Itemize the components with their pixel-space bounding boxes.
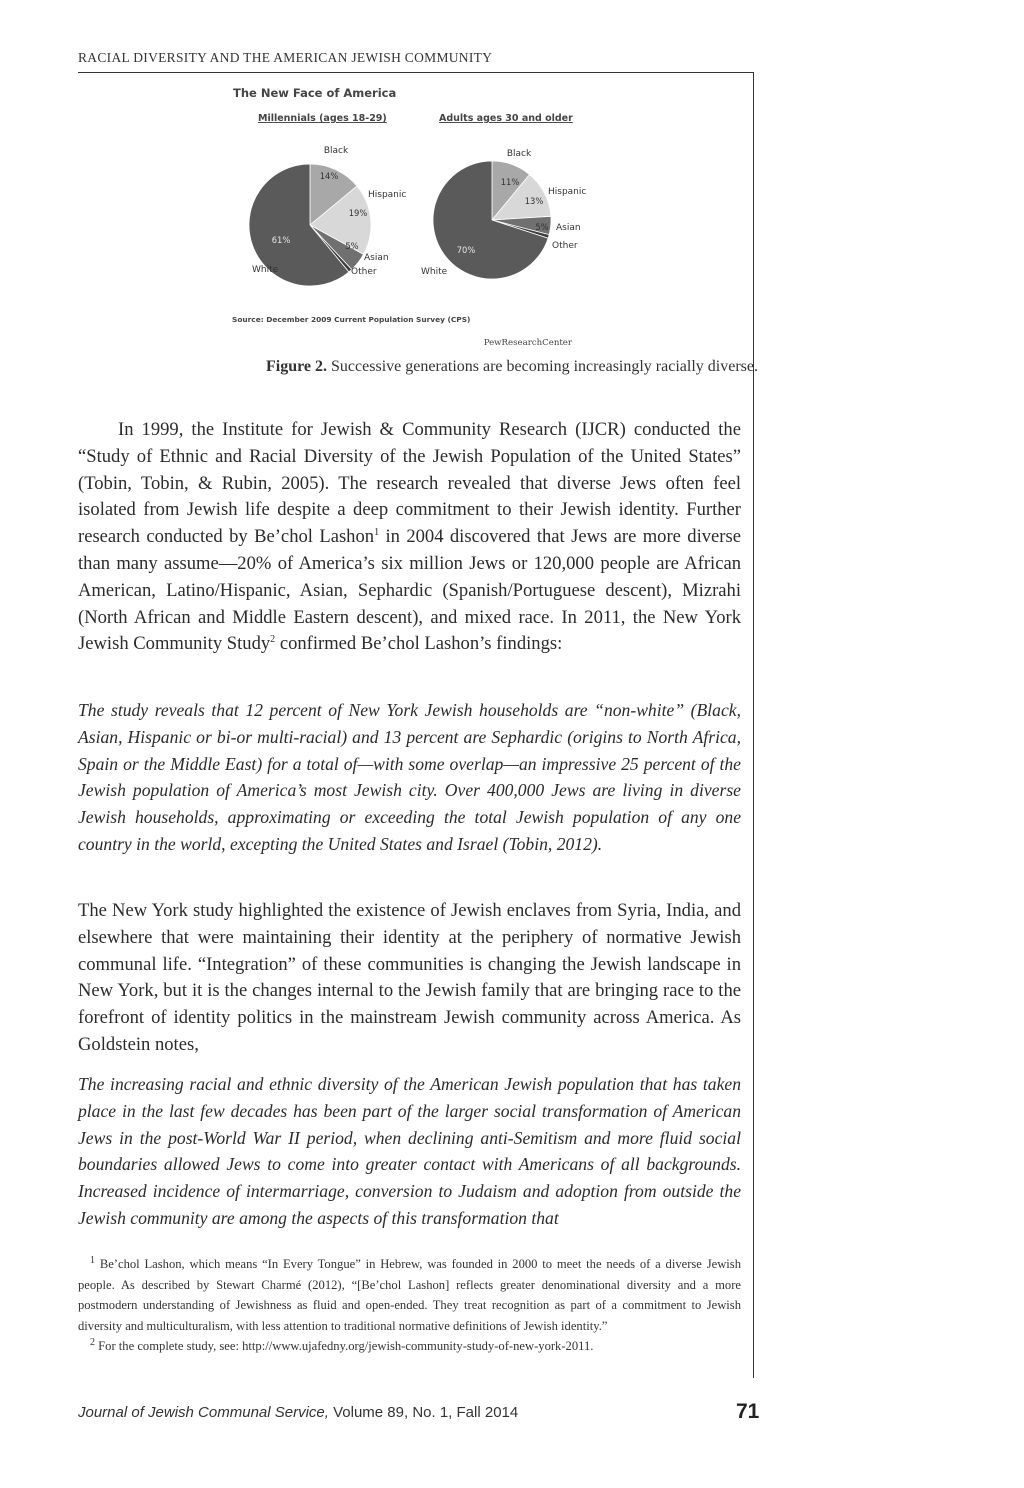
header-rule bbox=[78, 72, 754, 73]
value-label-hispanic: 13% bbox=[524, 196, 544, 206]
category-label-asian: Asian bbox=[364, 253, 389, 263]
pie-chart-adults bbox=[421, 149, 586, 279]
category-label-hispanic: Hispanic bbox=[548, 187, 587, 197]
paragraph-2: The New York study highlighted the existence of Jewish enclaves from Syria, India, and elsewhere that were maintaining their identity at the periphery of normative Jewish communal life. “Integration” of these communities is changing the Jewish landscape in New York, but it is the changes internal to the Jewish family that are bringing race to the forefront of identity politics in the mainstream Jewish community across America. As Goldstein notes, bbox=[78, 900, 741, 1055]
figure-caption bbox=[0, 358, 1024, 376]
footer-citation bbox=[78, 1404, 518, 1421]
category-label-black: Black bbox=[506, 149, 532, 159]
footnote-2-number: 2 bbox=[90, 1337, 95, 1349]
journal-name: Journal of Jewish Communal Service, bbox=[78, 1404, 329, 1421]
figure-title: The New Face of America bbox=[233, 86, 397, 100]
value-label-asian: 5% bbox=[345, 241, 359, 251]
value-label-white: 70% bbox=[456, 245, 476, 255]
block-quote-2: The increasing racial and ethnic diversity of the American Jewish population that has taken place in the last few decades has been part of the larger social transformation of American Jews in the post-World War II period, when declining anti-Semitism and more fluid social boundaries allowed Jews to come into greater contact with Americans of all backgrounds. Increased incidence of intermarriage, conversion to Judaism and adoption from outside the Jewish community are among the aspects of this transformation that bbox=[78, 1074, 741, 1228]
footnotes bbox=[78, 1254, 741, 1357]
paragraph-1-part-a: In 1999, the Institute for Jewish & Community Research (IJCR) conducted the “Study of Ethnic and Racial Diversity of the Jewish Population of the United States” (Tobin, Tobin, & Rubin, 2005). The research revealed that diverse Jews often feel isolated from Jewish life despite a deep commitment to their Jewish identity. Further research conducted by Be’chol Lashon bbox=[78, 419, 741, 548]
value-label-black: 11% bbox=[500, 177, 520, 187]
paragraph-1-part-b: in 2004 discovered that Jews are more diverse than many assume—20% of America’s six million Jews or 120,000 people are African American, Latino/Hispanic, Asian, Sephardic (Spanish/Portuguese descent), Mizrahi (North African and Middle Eastern descent), and mixed race. In 2011, the New York Jewish Community Study bbox=[78, 526, 741, 655]
paragraph-1 bbox=[78, 417, 741, 658]
footnote-ref-2[interactable]: 2 bbox=[270, 634, 276, 646]
paragraph-1-part-c: confirmed Be’chol Lashon’s findings: bbox=[275, 633, 563, 655]
footnote-ref-1[interactable]: 1 bbox=[374, 527, 380, 538]
category-label-other: Other bbox=[351, 267, 377, 277]
figure-caption-text: Successive generations are becoming increasingly racially diverse. bbox=[331, 358, 758, 375]
pie-chart-millennials bbox=[249, 146, 406, 286]
margin-rule bbox=[753, 72, 754, 1378]
category-label-white: White bbox=[421, 267, 448, 277]
chart-2-title: Adults ages 30 and older bbox=[439, 113, 573, 124]
footnote-1-text: Be’chol Lashon, which means “In Every Tongue” in Hebrew, was founded in 2000 to meet the needs of a diverse Jewish people. As described by Stewart Charmé (2012), “[Be’chol Lashon] reflects greater denominational diversity and a more postmodern understanding of Jewishness as fluid and open-ended. They treat recognition as part of a commitment to Jewish diversity and multiculturalism, with less attention to traditional normative definitions of Jewish identity.” bbox=[78, 1257, 741, 1333]
figure-credit: PewResearchCenter bbox=[483, 338, 572, 348]
category-label-other: Other bbox=[552, 241, 578, 251]
footnote-2-text[interactable]: For the complete study, see: http://www.ujafedny.org/jewish-community-study-of-new-york-2011. bbox=[98, 1339, 594, 1354]
value-label-black: 14% bbox=[319, 171, 339, 181]
value-label-white: 61% bbox=[271, 235, 291, 245]
journal-issue: Volume 89, No. 1, Fall 2014 bbox=[328, 1404, 519, 1421]
page-number: 71 bbox=[736, 1400, 760, 1423]
category-label-asian: Asian bbox=[556, 223, 581, 233]
figure-caption-label: Figure 2. bbox=[266, 358, 328, 375]
value-label-hispanic: 19% bbox=[348, 208, 368, 218]
pie-charts bbox=[226, 82, 606, 354]
value-label-asian: 5% bbox=[535, 222, 549, 232]
footnote-1 bbox=[78, 1254, 741, 1336]
footnote-1-number: 1 bbox=[90, 1254, 95, 1266]
figure-2 bbox=[226, 82, 606, 354]
category-label-hispanic: Hispanic bbox=[368, 190, 407, 200]
figure-source: Source: December 2009 Current Population Survey (CPS) bbox=[232, 315, 471, 324]
block-quote-1: The study reveals that 12 percent of New York Jewish households are “non-white” (Black, Asian, Hispanic or bi-or multi-racial) and 13 percent are Sephardic (origins to North Africa, Spain or the Middle East) for a total of—with some overlap—an impressive 25 percent of the Jewish population of America’s most Jewish city. Over 400,000 Jews are living in diverse Jewish households, approximating or exceeding the total Jewish population of any one country in the world, excepting the United States and Israel (Tobin, 2012). bbox=[78, 700, 741, 854]
category-label-white: White bbox=[252, 265, 279, 275]
footnote-2 bbox=[78, 1336, 741, 1357]
category-label-black: Black bbox=[323, 146, 349, 156]
chart-1-title: Millennials (ages 18-29) bbox=[258, 113, 387, 124]
running-head: RACIAL DIVERSITY AND THE AMERICAN JEWISH COMMUNITY bbox=[78, 50, 493, 65]
